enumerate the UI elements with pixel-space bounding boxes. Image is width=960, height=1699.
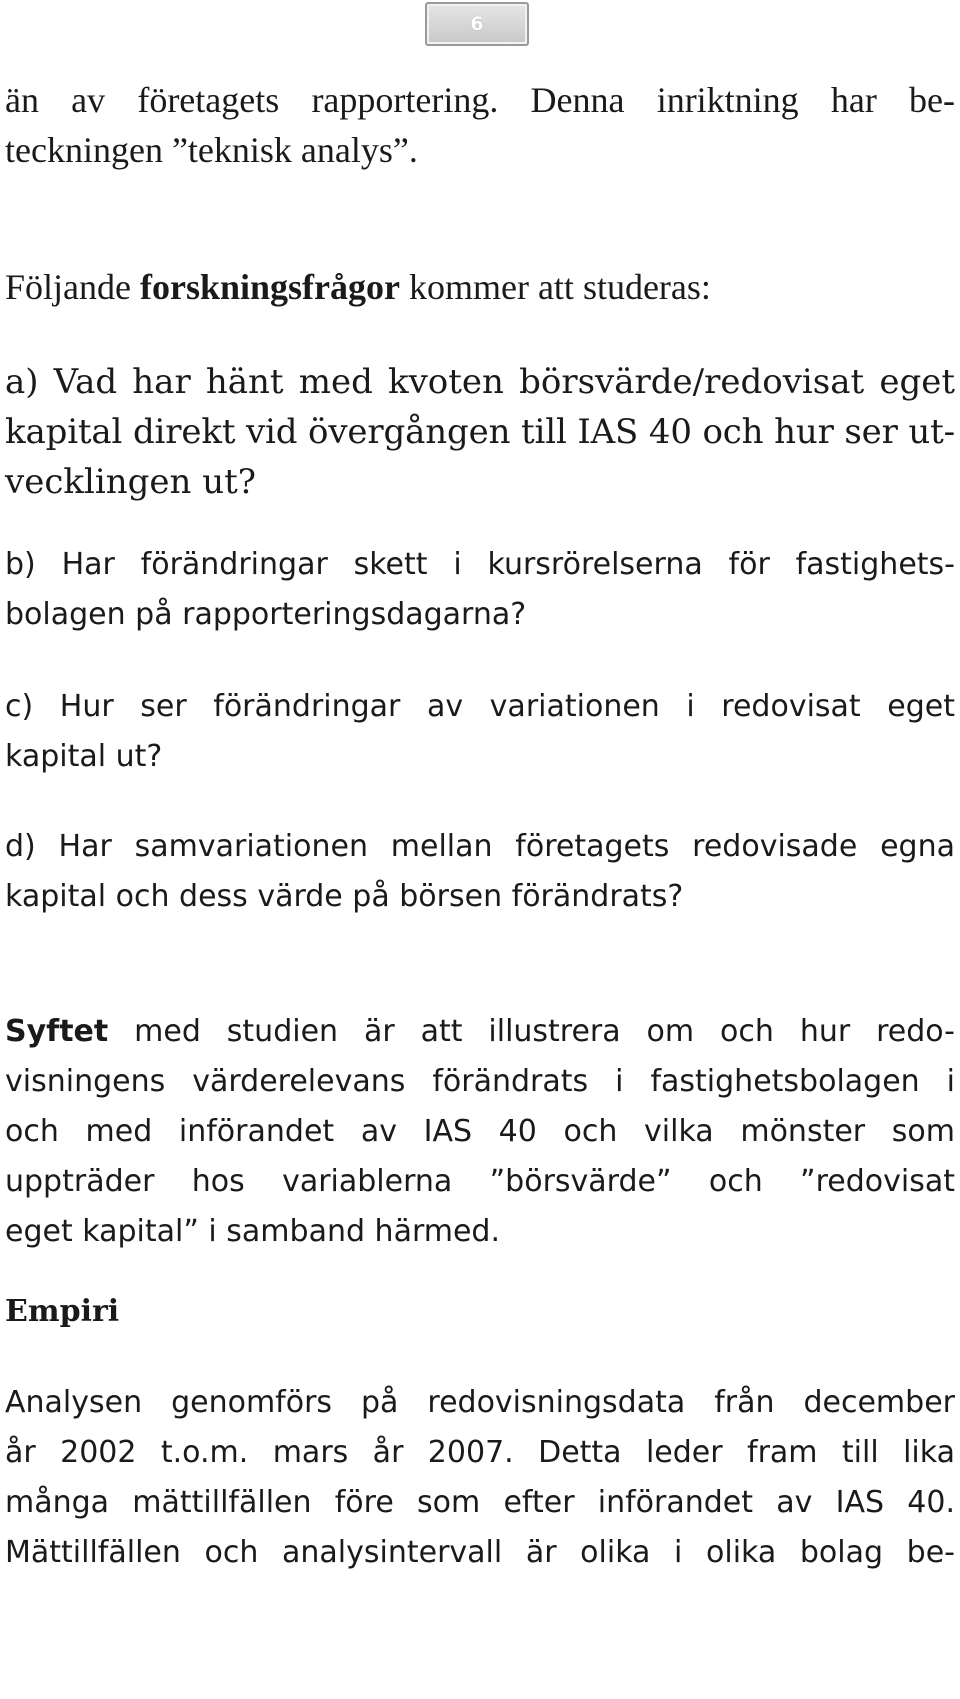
section-heading (5, 1287, 955, 1337)
text-line: år 2002 t.o.m. mars år 2007. Detta leder fram till lika (5, 1435, 955, 1470)
text-span: Följande (5, 267, 140, 307)
text-line: bolagen på rapporteringsdagarna? (5, 597, 527, 632)
bold-term: forskningsfrågor (139, 267, 400, 307)
question-d (5, 822, 955, 922)
text-line: uppträder hos variablerna ”börsvärde” och ”redovisat (5, 1164, 955, 1199)
question-a (5, 357, 955, 507)
text-line: kapital direkt vid övergången till IAS 40 och hur ser ut- (5, 412, 955, 452)
text-line: kapital och dess värde på börsen förändrats? (5, 879, 684, 914)
paragraph-research-questions-intro (5, 262, 955, 312)
text-line: än av företagets rapportering. Denna inriktning har be- (5, 80, 955, 120)
paragraph-syftet (5, 1007, 955, 1257)
text-line: b) Har förändringar skett i kursrörelserna för fastighets- (5, 547, 955, 582)
text-line (5, 262, 955, 312)
text-line: och med införandet av IAS 40 och vilka mönster som (5, 1114, 955, 1149)
text-line: d) Har samvariationen mellan företagets redovisade egna (5, 829, 955, 864)
bold-term: Syftet (5, 1014, 109, 1049)
page-number-badge: 6 (425, 2, 529, 46)
text-line: många mättillfällen före som efter införandet av IAS 40. (5, 1485, 955, 1520)
text-line (5, 1007, 955, 1057)
text-line: Mättillfällen och analysintervall är olika i olika bolag be- (5, 1535, 955, 1570)
text-line: a) Vad har hänt med kvoten börsvärde/redovisat eget (5, 362, 955, 402)
text-span: kommer att studeras: (399, 267, 711, 307)
paragraph-intro (5, 75, 955, 175)
text-span: med studien är att illustrera om och hur redo- (108, 1014, 955, 1049)
question-b (5, 540, 955, 640)
text-line: vecklingen ut? (5, 462, 256, 502)
paragraph-empiri (5, 1378, 955, 1578)
text-line: c) Hur ser förändringar av variationen i redovisat eget (5, 689, 955, 724)
text-line: visningens värderelevans förändrats i fastighetsbolagen i (5, 1064, 955, 1099)
text-line: kapital ut? (5, 739, 163, 774)
text-line: teckningen ”teknisk analys”. (5, 130, 418, 170)
text-line: eget kapital” i samband härmed. (5, 1214, 501, 1249)
text-line: Analysen genomförs på redovisningsdata från december (5, 1385, 955, 1420)
question-c (5, 682, 955, 782)
heading-empiri: Empiri (5, 1294, 120, 1329)
